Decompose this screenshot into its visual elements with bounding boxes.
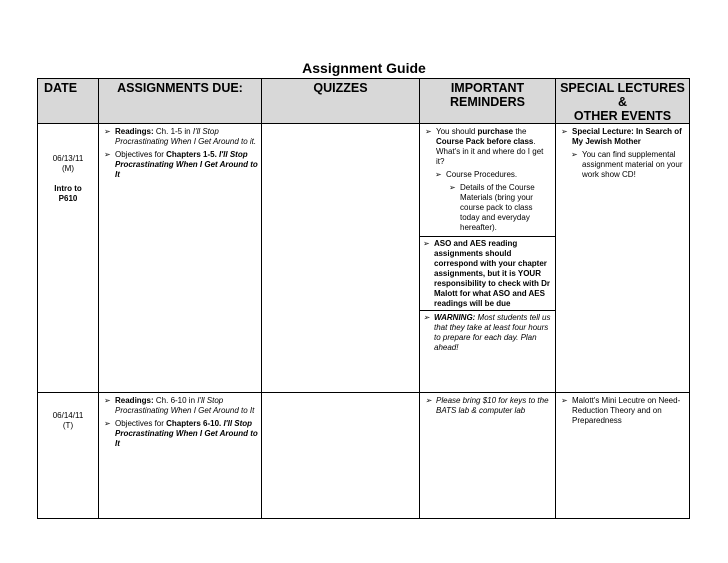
header-date: DATE (38, 79, 99, 124)
arrow-bullet-icon: ➢ (561, 127, 568, 136)
list-item: ➢ Details of the Course Materials (bring your course pack to class today and everyday hereafter). (449, 183, 535, 232)
reminders-cell (420, 124, 556, 393)
header-reminders-line1: IMPORTANT (450, 81, 525, 95)
header-row (38, 79, 690, 124)
list-item: ➢ You can find supplemental assignment material on your work show CD! (571, 150, 683, 179)
arrow-bullet-icon: ➢ (425, 127, 432, 136)
header-reminders (420, 79, 556, 124)
date-value: 06/13/11 (52, 154, 84, 163)
assignments-cell (99, 124, 262, 393)
arrow-bullet-icon: ➢ (425, 396, 432, 405)
date-value: 06/14/11 (52, 411, 84, 420)
arrow-bullet-icon: ➢ (423, 239, 430, 248)
warning-note: ➢ WARNING: Most students tell us that they take at least four hours to prepare for each day. Plan ahead! (420, 310, 555, 354)
date-cell (38, 393, 99, 519)
list-item: ➢ Course Procedures. (435, 170, 518, 179)
arrow-bullet-icon: ➢ (104, 396, 111, 405)
assignment-table (37, 78, 690, 519)
arrow-bullet-icon: ➢ (571, 150, 578, 159)
header-special-line2: OTHER EVENTS (573, 109, 672, 123)
list-item: ➢ Objectives for Chapters 6-10. I'll Stop Procrastinating When I Get Around to It (104, 419, 258, 448)
table-row (38, 393, 690, 519)
list-item: ➢ Please bring $10 for keys to the BATS lab & computer lab (425, 396, 549, 415)
arrow-bullet-icon: ➢ (104, 150, 111, 159)
reminders-cell (420, 393, 556, 519)
header-assignments: ASSIGNMENTS DUE: (99, 79, 262, 124)
arrow-bullet-icon: ➢ (104, 127, 111, 136)
header-special-line1: SPECIAL LECTURES & (560, 81, 685, 109)
list-item: ➢ Malott's Mini Lecutre on Need-Reduction Theory and on Preparedness (561, 396, 681, 425)
day-value: (T) (62, 421, 74, 430)
quizzes-cell (262, 393, 420, 519)
quizzes-cell (262, 124, 420, 393)
special-cell (556, 393, 690, 519)
table-row (38, 124, 690, 393)
arrow-bullet-icon: ➢ (104, 419, 111, 428)
arrow-bullet-icon: ➢ (423, 313, 430, 322)
aso-note: ➢ ASO and AES reading assignments should correspond with your chapter assignments, but it is YOUR responsibility to check with Dr Malott for what ASO and AES readings will be due (420, 236, 555, 310)
arrow-bullet-icon: ➢ (435, 170, 442, 179)
intro-line1: Intro to (54, 184, 82, 193)
assignments-cell (99, 393, 262, 519)
list-item: ➢ Readings: Ch. 1-5 in I'll Stop Procrastinating When I Get Around to it. (104, 127, 257, 146)
day-value: (M) (62, 164, 74, 173)
list-item: ➢ Readings: Ch. 6-10 in I'll Stop Procrastinating When I Get Around to It (104, 396, 255, 415)
date-cell (38, 124, 99, 393)
intro-line2: P610 (58, 194, 78, 203)
header-reminders-line2: REMINDERS (449, 95, 525, 109)
arrow-bullet-icon: ➢ (449, 183, 456, 192)
header-quizzes: QUIZZES (262, 79, 420, 124)
list-item: ➢ Objectives for Chapters 1-5. I'll Stop Procrastinating When I Get Around to It (104, 150, 258, 179)
page-title: Assignment Guide (302, 60, 426, 76)
special-cell (556, 124, 690, 393)
header-special (556, 79, 690, 124)
list-item: ➢ Special Lecture: In Search of My Jewish Mother (561, 127, 682, 146)
arrow-bullet-icon: ➢ (561, 396, 568, 405)
list-item: ➢ You should purchase the Course Pack before class. What's in it and where do I get it? (425, 127, 544, 166)
